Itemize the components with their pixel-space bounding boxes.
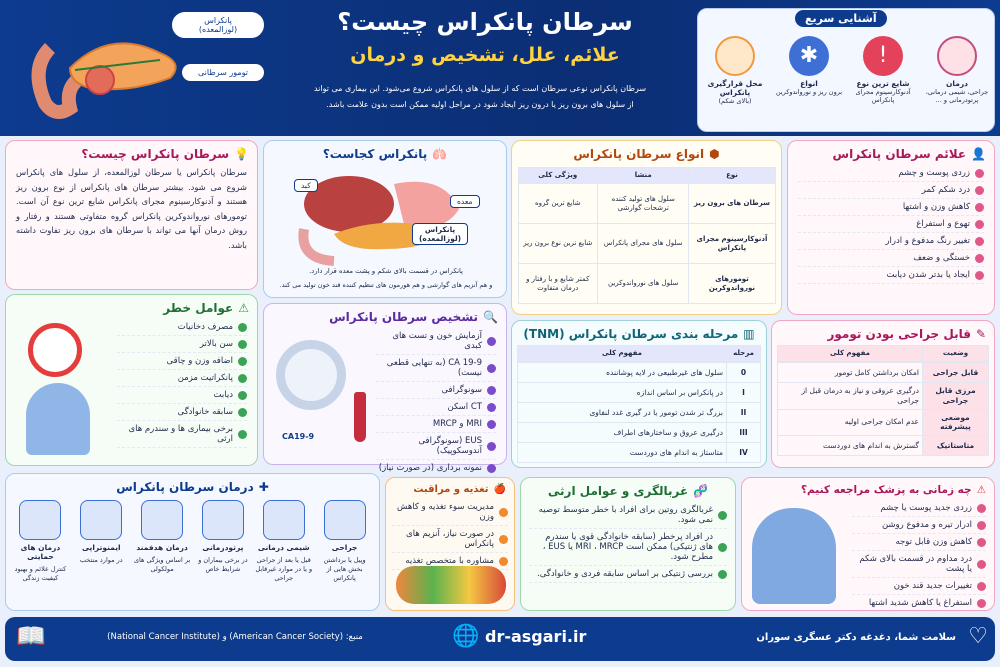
list-item-label: مشاوره با متخصص تغذیه (405, 556, 494, 566)
alert-icon: ⚠ (976, 484, 986, 496)
label-stomach: معده (450, 195, 480, 208)
list-item-label: کاهش وزن قابل توجه (895, 537, 972, 547)
when-doctor-title: ⚠ چه زمانی به پزشک مراجعه کنیم؟ (800, 484, 986, 496)
table-cell: عدم امکان جراحی اولیه (778, 409, 923, 436)
list-item-label: اضافه وزن و چاقی (166, 356, 233, 366)
table-cell: سلول های غیرطبیعی در لایه پوشاننده (518, 363, 727, 383)
th-status: وضعیت (923, 346, 989, 362)
magnifier-icon: 🔍 (483, 310, 498, 324)
cell: آدنوکارسینوم مجرای پانکراس (689, 224, 775, 264)
list-item (852, 517, 986, 534)
table-row (518, 443, 761, 463)
treatment-option-icon (80, 500, 122, 540)
th-feature: ویژگی کلی (518, 168, 597, 184)
bullet-icon (975, 254, 984, 263)
quick-facts-row (700, 36, 992, 130)
bullet-icon (975, 203, 984, 212)
list-item (798, 250, 984, 267)
nutrition-list (386, 499, 514, 570)
table-cell: قابل جراحی (923, 363, 989, 383)
treatment-option-icon (202, 500, 244, 540)
bullet-icon (718, 570, 727, 579)
list-item (117, 353, 247, 370)
list-item (392, 499, 508, 526)
list-item (117, 404, 247, 421)
list-item-label: EUS (سونوگرافی آندوسکوپیک) (418, 436, 482, 456)
list-item (529, 566, 727, 583)
list-item-label: آزمایش خون و تست های کبدی (392, 331, 482, 351)
treatment-desc: قبل یا بعد از جراحی و یا در موارد غیرقابل جراحی (255, 556, 313, 583)
table-cell: گسترش به اندام های دوردست (778, 436, 923, 456)
bullet-icon (238, 408, 247, 417)
diagnosis-card (263, 303, 507, 473)
list-item (376, 355, 496, 382)
list-item-label: سابقه خانوادگی (177, 407, 233, 417)
list-item-label: CT اسکن (447, 402, 482, 412)
diagnosis-title: 🔍 تشخیص سرطان پانکراس (329, 310, 498, 324)
list-item-label: تغییر رنگ مدفوع و ادرار (885, 236, 970, 246)
list-item-label: درد مداوم در قسمت بالای شکم یا پشت (859, 554, 972, 574)
symptoms-list (788, 165, 994, 284)
list-item-label: کاهش وزن و اشتها (902, 202, 970, 212)
quick-item-treatment (922, 36, 992, 130)
list-item-label: MRI و MRCP (432, 419, 482, 429)
surgery-card (771, 320, 995, 468)
staging-card (511, 320, 767, 468)
treatment-label: درمان های حمایتی (20, 543, 61, 561)
treatment-desc: در برخی بیماران و شرایط خاص (198, 556, 248, 574)
bullet-icon (975, 271, 984, 280)
treatment-label: شیمی درمانی (257, 543, 310, 552)
treatment-item (12, 498, 69, 583)
table-cell: درگیری عروقی و نیاز به درمان قبل از جراحی (778, 383, 923, 410)
list-item-label: مدیریت سوء تغذیه و کاهش وزن (396, 502, 494, 522)
th-stage: مرحله (727, 346, 761, 362)
list-item-label: استفراغ یا کاهش شدید اشتها (868, 598, 972, 608)
book-icon: 📖 (16, 622, 46, 650)
list-item-label: CA 19-9 (به تنهایی قطعی نیست) (386, 358, 482, 378)
th-meaning: مفهوم کلی (518, 346, 727, 362)
surgery-header-row (778, 346, 989, 362)
treatment-desc: کنترل علائم و بهبود کیفیت زندگی (14, 565, 67, 583)
list-item-label: دیابت (213, 390, 233, 400)
table-cell: بزرگ تر شدن تومور یا در گیری غدد لنفاوی (518, 403, 727, 423)
footer-source: منبع: (American Cancer Society) و (National Cancer Institute) (107, 632, 363, 642)
nutrition-title: 🍎 تغذیه و مراقبت (413, 484, 506, 495)
list-item-label: زردی پوست و چشم (898, 168, 970, 178)
quick-item-label: انواع (800, 79, 818, 88)
organ-label-tumor: تومور سرطانی (182, 64, 264, 81)
location-title: 🫁 پانکراس کجاست؟ (322, 147, 448, 161)
th-concept: مفهوم کلی (778, 346, 923, 362)
dna-icon: 🧬 (693, 484, 709, 498)
bullet-icon (499, 508, 508, 517)
list-item (117, 387, 247, 404)
bullet-icon (975, 186, 984, 195)
bullet-icon (975, 220, 984, 229)
label-pancreas: پانکراس (لوزالمعده) (412, 223, 468, 245)
treatment-card (5, 473, 380, 611)
list-item (798, 216, 984, 233)
list-item-label: زردی جدید پوست یا چشم (880, 503, 972, 513)
screening-title: 🧬 غربالگری و عوامل ارثی (547, 484, 709, 498)
bulb-icon: 💡 (234, 147, 249, 161)
staging-header-row (518, 346, 761, 362)
table-row (518, 224, 775, 264)
diagnosis-list (366, 328, 506, 477)
quick-facts-title: آشنایی سریع (795, 10, 887, 27)
cells-icon: ⬢ (709, 147, 720, 161)
list-item (529, 502, 727, 529)
table-row (518, 383, 761, 403)
table-cell: موضعی پیشرفته (923, 409, 989, 436)
list-item-label: غربالگری روتین برای افراد با خطر متوسط توصیه نمی شود. (538, 505, 713, 525)
bullet-icon (977, 560, 986, 569)
globe-icon: 🌐 (452, 624, 480, 649)
intro-line-2: از سلول های برون ریز یا درون ریز ایجاد شود در مراحل اولیه ممکن است بدون علامت باشد. (326, 100, 634, 109)
bullet-icon (487, 337, 496, 346)
list-item (798, 233, 984, 250)
treatment-item (255, 498, 312, 583)
treatment-item (134, 498, 191, 583)
page-title: سرطان پانکراس چیست؟ (337, 8, 633, 36)
treatment-option-icon (263, 500, 305, 540)
table-cell: امکان برداشتن کامل تومور (778, 363, 923, 383)
cell: سلول های نورواندوکرین (597, 264, 688, 304)
pancreas-icon (715, 36, 755, 76)
list-item (852, 534, 986, 551)
warning-icon: ! (863, 36, 903, 76)
list-item (852, 551, 986, 578)
table-row (778, 409, 989, 436)
cell: کمتر شایع و با رفتار و درمان متفاوت (518, 264, 597, 304)
table-cell: IV (727, 443, 761, 463)
treatment-item (316, 498, 373, 583)
when-doctor-list (844, 500, 994, 612)
quick-item-desc: برون ریز و نورواندوکرین (775, 88, 843, 96)
blood-tube-icon (354, 392, 366, 442)
treatment-label: جراحی (331, 543, 358, 552)
table-cell: متاستاتیک (923, 436, 989, 456)
treatment-option-icon (324, 500, 366, 540)
staging-body (517, 362, 761, 463)
screening-card (520, 477, 736, 611)
cell: شایع ترین گروه (518, 184, 597, 224)
bullet-icon (975, 237, 984, 246)
treatment-row (6, 498, 379, 583)
bullet-icon (238, 430, 247, 439)
footer-site[interactable]: dr-asgari.ir (485, 627, 587, 646)
list-item (798, 267, 984, 284)
list-item-label: تهوع و استفراغ (916, 219, 970, 229)
bullet-icon (977, 538, 986, 547)
obesity-icon (26, 383, 90, 455)
screening-list (521, 502, 735, 583)
list-item (798, 165, 984, 182)
list-item (376, 382, 496, 399)
bullet-icon (487, 364, 496, 373)
abdomen-illustration (294, 169, 484, 265)
surgery-body (777, 362, 989, 456)
list-item-label: مصرف دخانیات (177, 322, 233, 332)
organ-label-pancreas: پانکراس (لوزالمعده) (172, 12, 264, 38)
bullet-icon (487, 386, 496, 395)
list-item (117, 421, 247, 448)
bullet-icon (718, 543, 727, 552)
risk-card (5, 294, 258, 466)
list-item-label: تغییرات جدید قند خون (893, 581, 972, 591)
nutrition-card (385, 477, 515, 611)
list-item-label: سن بالاتر (199, 339, 233, 349)
list-item-label: برخی بیماری ها و سندرم های ارثی (128, 424, 233, 444)
quick-item-location (700, 36, 770, 130)
list-item-label: ادرار تیره و مدفوع روشن (881, 520, 972, 530)
page-subtitle: علائم، علل، تشخیص و درمان (350, 44, 620, 66)
types-card (511, 140, 782, 315)
table-cell: III (727, 423, 761, 443)
bullet-icon (499, 557, 508, 566)
list-item (376, 328, 496, 355)
footer-slogan: سلامت شما، دغدغه دکتر عسگری سوران (756, 632, 956, 643)
when-doctor-card (741, 477, 995, 611)
list-item (376, 416, 496, 433)
list-item-label: بررسی ژنتیکی بر اساس سابقه فردی و خانوادگی. (537, 569, 713, 579)
quick-item-label: محل قرارگیری پانکراس (707, 79, 763, 97)
quick-item-common (848, 36, 918, 130)
bullet-icon (487, 442, 496, 451)
bullet-icon (977, 521, 986, 530)
table-cell: درگیری عروق و ساختارهای اطراف (518, 423, 727, 443)
treatment-desc: بر اساس ویژگی های مولکولی (133, 556, 191, 574)
list-item (852, 595, 986, 612)
list-item-label: خستگی و ضعف (913, 253, 970, 263)
bullet-icon (487, 420, 496, 429)
table-cell: مرزی قابل جراحی (923, 383, 989, 410)
location-caption-1: پانکراس در قسمت بالای شکم و پشت معده قرار دارد. (309, 267, 463, 275)
bullet-icon (487, 464, 496, 473)
cell: تومورهای نورواندوکرین (689, 264, 775, 304)
types-title: ⬢ انواع سرطان پانکراس (573, 147, 720, 161)
bullet-icon (718, 511, 727, 520)
bullet-icon (977, 504, 986, 513)
table-row (518, 184, 775, 224)
bullet-icon (977, 599, 986, 608)
table-row (778, 363, 989, 383)
doctor-icon (937, 36, 977, 76)
cell: سلول های تولید کننده ترشحات گوارشی (597, 184, 688, 224)
list-item (852, 500, 986, 517)
list-item (376, 433, 496, 460)
scalpel-icon: ✎ (975, 327, 986, 341)
quick-item-label: شایع ترین نوع (856, 79, 910, 88)
surgery-title: ✎ قابل جراحی بودن تومور (827, 327, 986, 341)
treatment-option-icon (19, 500, 61, 540)
treatment-item (73, 498, 130, 583)
table-cell: 0 (727, 363, 761, 383)
bullet-icon (499, 535, 508, 544)
symptoms-card (787, 140, 995, 315)
pancreas-small-icon: 🫁 (432, 147, 448, 161)
bullet-icon (487, 403, 496, 412)
list-item-label: سونوگرافی (441, 385, 482, 395)
cell: شایع ترین نوع برون ریز (518, 224, 597, 264)
bullet-icon (238, 357, 247, 366)
th-type: نوع (689, 168, 775, 184)
list-item-label: درد شکم کمر (921, 185, 970, 195)
treatment-label: درمان هدفمند (136, 543, 188, 552)
list-item (117, 319, 247, 336)
staging-title: ▥ مرحله بندی سرطان پانکراس (TNM) (523, 327, 755, 341)
list-item (392, 526, 508, 553)
list-item (117, 370, 247, 387)
quick-item-label: درمان (945, 79, 969, 88)
warning-small-icon: ⚠ (238, 301, 249, 315)
risk-title: ⚠ عوامل خطر (163, 301, 249, 315)
table-row (518, 403, 761, 423)
bullet-icon (975, 169, 984, 178)
bullet-icon (238, 340, 247, 349)
what-is-body: سرطان پانکراس یا سرطان لوزالمعده، از سلول های پانکراس شروع می شود. بیشتر سرطان های پانکراس از نوع برون ریز هستند و آدنوکارسینوم مجرای پانکراس شایع ترین نوع آن است. تومورهای نورواندوکرین پانکراس گروه متفاوتی هستند و رفتار و روش درمان آنها می تواند با سرطان های برون ریز تفاوت داشته باشد. (16, 167, 247, 250)
th-origin: منشا (597, 168, 688, 184)
treatment-title: ✚ درمان سرطان پانکراس (116, 480, 269, 494)
table-cell: I (727, 383, 761, 403)
list-item-label: پانکراتیت مزمن (177, 373, 233, 383)
quick-item-desc: آدنوکارسینوم مجرای پانکراس (855, 88, 911, 104)
list-item-label: در صورت نیاز، آنزیم های پانکراس (406, 529, 494, 549)
no-smoking-icon (28, 323, 82, 377)
bullet-icon (238, 323, 247, 332)
bullet-icon (238, 391, 247, 400)
table-row (778, 436, 989, 456)
quick-item-types (774, 36, 844, 130)
list-item-label: در افراد پرخطر (سابقه خانوادگی قوی یا سندرم های ژنتیکی) ممکن است MRI ، MRCP یا EUS ، مطرح شود. (542, 532, 713, 562)
what-is-card (5, 140, 258, 290)
ct-scanner-icon (276, 340, 346, 410)
quick-item-desc: (بالای شکم) (718, 97, 752, 105)
quick-item-desc: جراحی، شیمی درمانی، پرتودرمانی و ... (925, 88, 989, 104)
location-caption-2: و هم آنزیم های گوارشی و هم هورمون های تنظیم کننده قند خون تولید می کند. (279, 281, 493, 289)
what-is-title: 💡 سرطان پانکراس چیست؟ (81, 147, 249, 161)
patient-illustration (752, 508, 836, 604)
treatment-label: ایمنوتراپی (81, 543, 121, 552)
types-header-row (518, 168, 775, 184)
list-item (798, 199, 984, 216)
treatment-desc: در موارد منتخب (79, 556, 123, 564)
tube-label: CA19-9 (282, 432, 315, 441)
table-cell: متاستاز به اندام های دوردست (518, 443, 727, 463)
treatment-desc: وپیل یا برداشتن بخش هایی از پانکراس (323, 556, 366, 583)
list-item (376, 460, 496, 477)
person-icon: 👤 (971, 147, 986, 161)
treatment-item (195, 498, 252, 583)
list-item (529, 529, 727, 566)
heart-icon: ♡ (968, 624, 988, 649)
treatment-label: پرتودرمانی (202, 543, 244, 552)
list-item (798, 182, 984, 199)
vegetables-icon (396, 566, 506, 604)
table-row (518, 423, 761, 443)
bullet-icon (977, 582, 986, 591)
cell: سلول های مجرای پانکراس (597, 224, 688, 264)
treatment-option-icon (141, 500, 183, 540)
label-liver: کبد (294, 179, 318, 192)
list-item (852, 578, 986, 595)
gear-icon: ✱ (789, 36, 829, 76)
symptoms-title: 👤 علائم سرطان پانکراس (832, 147, 986, 161)
types-table (518, 167, 776, 304)
risk-list (107, 319, 257, 448)
chart-icon: ▥ (743, 327, 755, 341)
list-item (117, 336, 247, 353)
apple-icon: 🍎 (493, 484, 506, 495)
intro-line-1: سرطان پانکراس نوعی سرطان است که از سلول های پانکراس شروع می‌شود. این بیماری می تواند (313, 84, 647, 93)
cell: سرطان های برون ریز (689, 184, 775, 224)
table-cell: II (727, 403, 761, 423)
staging-table (517, 345, 761, 362)
treatment-icon: ✚ (258, 480, 269, 494)
table-row (518, 363, 761, 383)
table-row (778, 383, 989, 410)
location-card (263, 140, 507, 298)
list-item-label: نمونه برداری (در صورت نیاز) (378, 463, 482, 473)
list-item (376, 399, 496, 416)
table-row (518, 264, 775, 304)
table-cell: در پانکراس بر اساس اندازه (518, 383, 727, 403)
list-item-label: ایجاد یا بدتر شدن دیابت (886, 270, 970, 280)
bullet-icon (238, 374, 247, 383)
surgery-table (777, 345, 989, 362)
